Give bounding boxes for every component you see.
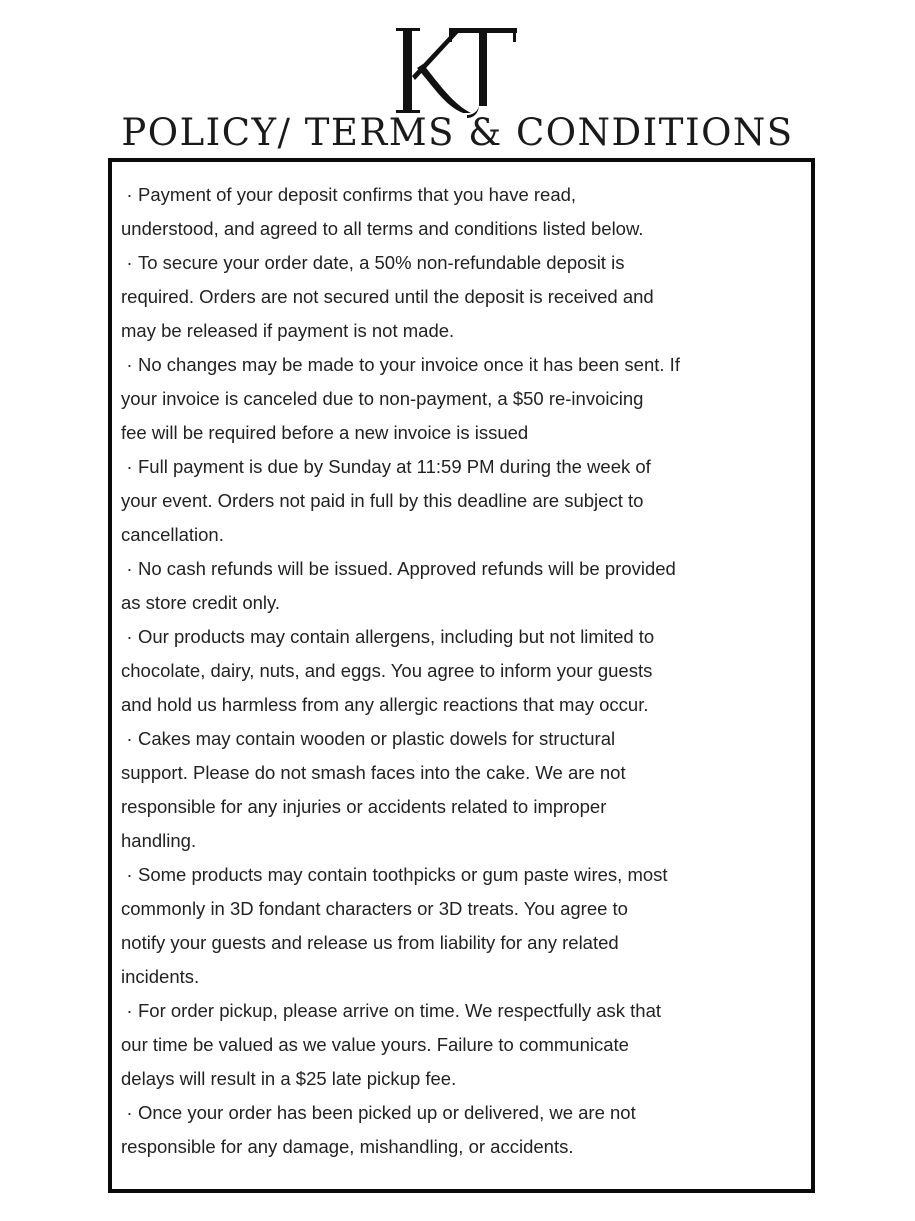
term-item [121,348,811,450]
bullet-icon: · [126,864,133,885]
bullet-icon: · [126,626,133,647]
term-item [121,552,811,620]
bullet-icon: · [126,1102,133,1123]
term-item [121,450,811,552]
terms-list [121,178,811,1164]
term-item [121,620,811,722]
terms-box [108,158,815,1193]
term-text: No cash refunds will be issued. Approved refunds will be provided as store credit only. [121,558,676,613]
bullet-icon: · [126,728,133,749]
bullet-icon: · [126,558,133,579]
term-text: Once your order has been picked up or delivered, we are not responsible for any damage, mishandling, or accidents. [121,1102,636,1157]
term-text: Full payment is due by Sunday at 11:59 PM during the week of your event. Orders not paid in full by this deadline are subject to cancellation. [121,456,651,545]
term-text: To secure your order date, a 50% non-refundable deposit is required. Orders are not secured until the deposit is received and may be released if payment is not made. [121,252,654,341]
bullet-icon: · [126,184,133,205]
bullet-icon: · [126,1000,133,1021]
term-text: No changes may be made to your invoice once it has been sent. If your invoice is canceled due to non-payment, a $50 re-invoicing fee will be required before a new invoice is issued [121,354,680,443]
kt-monogram-icon [393,18,523,118]
term-item [121,994,811,1096]
bullet-icon: · [126,456,133,477]
bullet-icon: · [126,252,133,273]
kt-logo [0,18,915,118]
term-item [121,246,811,348]
term-item [121,178,811,246]
term-text: Our products may contain allergens, including but not limited to chocolate, dairy, nuts, and eggs. You agree to inform your guests and hold us harmless from any allergic reactions that may occur. [121,626,655,715]
page-title: POLICY/ TERMS & CONDITIONS [121,111,794,154]
term-item [121,1096,811,1164]
term-item [121,858,811,994]
term-text: Payment of your deposit confirms that you have read, understood, and agreed to all terms and conditions listed below. [121,184,644,239]
term-text: Some products may contain toothpicks or gum paste wires, most commonly in 3D fondant characters or 3D treats. You agree to notify your guests and release us from liability for any related incidents. [121,864,668,987]
term-item [121,722,811,858]
bullet-icon: · [126,354,133,375]
term-text: Cakes may contain wooden or plastic dowels for structural support. Please do not smash faces into the cake. We are not responsible for any injuries or accidents related to improper handling. [121,728,626,851]
term-text: For order pickup, please arrive on time. We respectfully ask that our time be valued as we value yours. Failure to communicate delays will result in a $25 late pickup fee. [121,1000,662,1089]
